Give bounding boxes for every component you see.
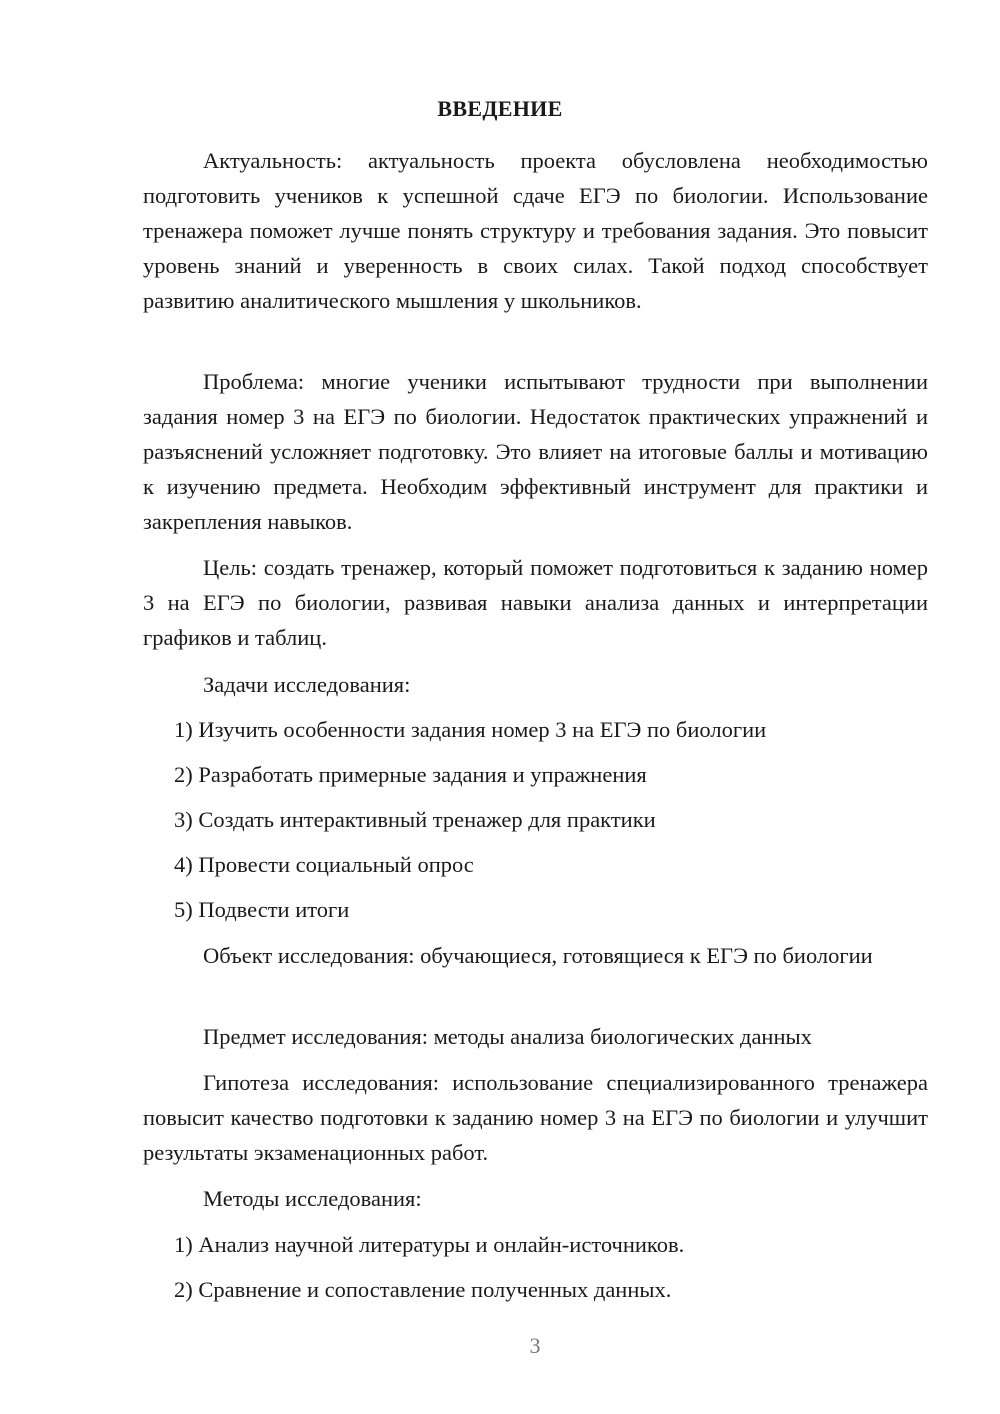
- object-paragraph: Объект исследования: обучающиеся, готовящиеся к ЕГЭ по биологии: [203, 943, 873, 968]
- method-item: 2) Сравнение и сопоставление полученных данных.: [174, 1277, 672, 1302]
- task-item: 1) Изучить особенности задания номер 3 на ЕГЭ по биологии: [174, 717, 767, 742]
- subject-paragraph: Предмет исследования: методы анализа биологических данных: [203, 1024, 812, 1049]
- task-item: 3) Создать интерактивный тренажер для практики: [174, 807, 656, 832]
- task-item: 4) Провести социальный опрос: [174, 852, 474, 877]
- task-item: 2) Разработать примерные задания и упражнения: [174, 762, 647, 787]
- task-item: 5) Подвести итоги: [174, 897, 350, 922]
- problem-paragraph: Проблема: многие ученики испытывают трудности при выполнении задания номер 3 на ЕГЭ по биологии. Недостаток практических упражнений и разъяснений усложняет подготовку. Это влияет на итоговые баллы и мотивацию к изучению предмета. Необходим эффективный инструмент для практики и закрепления навыков.: [143, 369, 928, 534]
- goal-paragraph: Цель: создать тренажер, который поможет подготовиться к заданию номер 3 на ЕГЭ по биологии, развивая навыки анализа данных и интерпретации графиков и таблиц.: [143, 555, 928, 650]
- hypothesis-paragraph: Гипотеза исследования: использование специализированного тренажера повысит качество подготовки к заданию номер 3 на ЕГЭ по биологии и улучшит результаты экзаменационных работ.: [143, 1070, 928, 1165]
- method-item: 1) Анализ научной литературы и онлайн-источников.: [174, 1232, 685, 1257]
- tasks-heading: Задачи исследования:: [203, 672, 411, 697]
- methods-heading: Методы исследования:: [203, 1186, 422, 1211]
- page-title: ВВЕДЕНИЕ: [437, 96, 563, 121]
- relevance-paragraph: Актуальность: актуальность проекта обусловлена необходимостью подготовить учеников к успешной сдаче ЕГЭ по биологии. Использование тренажера поможет лучше понять структуру и требования задания. Это повысит уровень знаний и уверенность в своих силах. Такой подход способствует развитию аналитического мышления у школьников.: [143, 148, 928, 313]
- page-number: 3: [529, 1333, 541, 1358]
